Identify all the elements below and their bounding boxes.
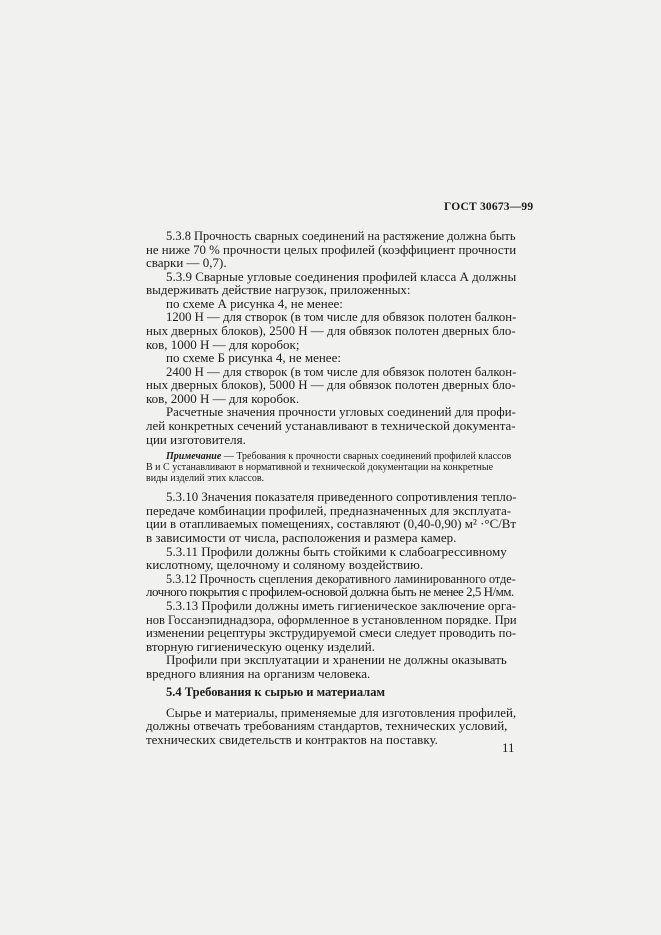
paragraph-line: передаче комбинации профилей, предназначенных для эксплуата- bbox=[146, 502, 512, 518]
paragraph-line: ции изготовителя. bbox=[146, 431, 246, 447]
page-number: 11 bbox=[502, 740, 515, 755]
paragraph-line: не ниже 70 % прочности целых профилей (коэффициент прочности bbox=[146, 241, 517, 257]
paragraph-line: ных дверных блоков), 5000 Н — для обвязок полотен дверных бло- bbox=[146, 377, 516, 393]
paragraph-line: 5.3.8 Прочность сварных соединений на растяжение должна быть bbox=[166, 228, 516, 243]
paragraph-line: нов Госсанэпиднадзора, оформленное в установленном порядке. При bbox=[146, 611, 517, 627]
paragraph-line: технических свидетельств и контрактов на поставку. bbox=[146, 732, 438, 747]
paragraph-line: лочного покрытия с профилем-основой должна быть не менее 2,5 Н/мм. bbox=[146, 584, 514, 600]
paragraph-line: 2400 Н — для створок (в том числе для обвязок полотен балкон- bbox=[166, 363, 517, 379]
paragraph-line: вторную гигиеническую оценку изделий. bbox=[146, 638, 375, 654]
paragraph-line: по схеме А рисунка 4, не менее: bbox=[166, 295, 343, 311]
paragraph-line: Профили при эксплуатации и хранении не должны оказывать bbox=[166, 652, 507, 668]
paragraph-line: 1200 Н — для створок (в том числе для обвязок полотен балкон- bbox=[166, 309, 517, 325]
paragraph-line: лей конкретных сечений устанавливают в технической документа- bbox=[146, 418, 516, 434]
paragraph-line: должны отвечать требованиям стандартов, технических условий, bbox=[146, 718, 508, 734]
note-label: Примечание bbox=[166, 451, 222, 463]
paragraph-line: ков, 2000 Н — для коробок. bbox=[146, 390, 300, 406]
paragraph-line: 5.3.11 Профили должны быть стойкими к слабоагрессивному bbox=[166, 543, 507, 559]
paragraph-line: по схеме Б рисунка 4, не менее: bbox=[166, 350, 341, 366]
paragraph-line: в зависимости от числа, расположения и размера камер. bbox=[146, 530, 457, 546]
paragraph-line: 5.3.10 Значения показателя приведенного сопротивления тепло- bbox=[166, 489, 517, 505]
paragraph-line: 5.3.13 Профили должны иметь гигиеническое заключение орга- bbox=[166, 597, 517, 613]
note-line: виды изделий этих классов. bbox=[146, 473, 265, 485]
note-line: В и С устанавливают в нормативной и технической документации на конкретные bbox=[146, 462, 494, 474]
paragraph-line: ков, 1000 Н — для коробок; bbox=[146, 336, 300, 352]
paragraph-line: изменении рецептуры экструдируемой смеси следует проводить по- bbox=[146, 625, 517, 641]
paragraph-line: сварки — 0,7). bbox=[146, 255, 227, 271]
paragraph-line: Сырье и материалы, применяемые для изготовления профилей, bbox=[166, 704, 517, 720]
paragraph-line: ных дверных блоков), 2500 Н — для обвязок полотен дверных бло- bbox=[146, 323, 516, 339]
paragraph-line: кислотному, щелочному и соляному воздействию. bbox=[146, 557, 424, 573]
paragraph-line: Расчетные значения прочности угловых соединений для профи- bbox=[166, 404, 516, 420]
paragraph-line: ции в отапливаемых помещениях, составляют (0,40-0,90) м² ·°С/Вт bbox=[146, 516, 517, 532]
page-header: ГОСТ 30673—99 bbox=[444, 201, 534, 213]
note-text: — Требования к прочности сварных соединений профилей классов bbox=[221, 451, 512, 463]
paragraph-line: вредного влияния на организм человека. bbox=[146, 665, 371, 681]
paragraph-line: 5.3.9 Сварные угловые соединения профилей класса А должны bbox=[166, 268, 517, 284]
section-heading: 5.4 Требования к сырью и материалам bbox=[166, 685, 385, 700]
paragraph-line: 5.3.12 Прочность сцепления декоративного ламинированного отде- bbox=[166, 570, 516, 586]
paragraph-line: выдерживать действие нагрузок, приложенных: bbox=[146, 282, 411, 298]
